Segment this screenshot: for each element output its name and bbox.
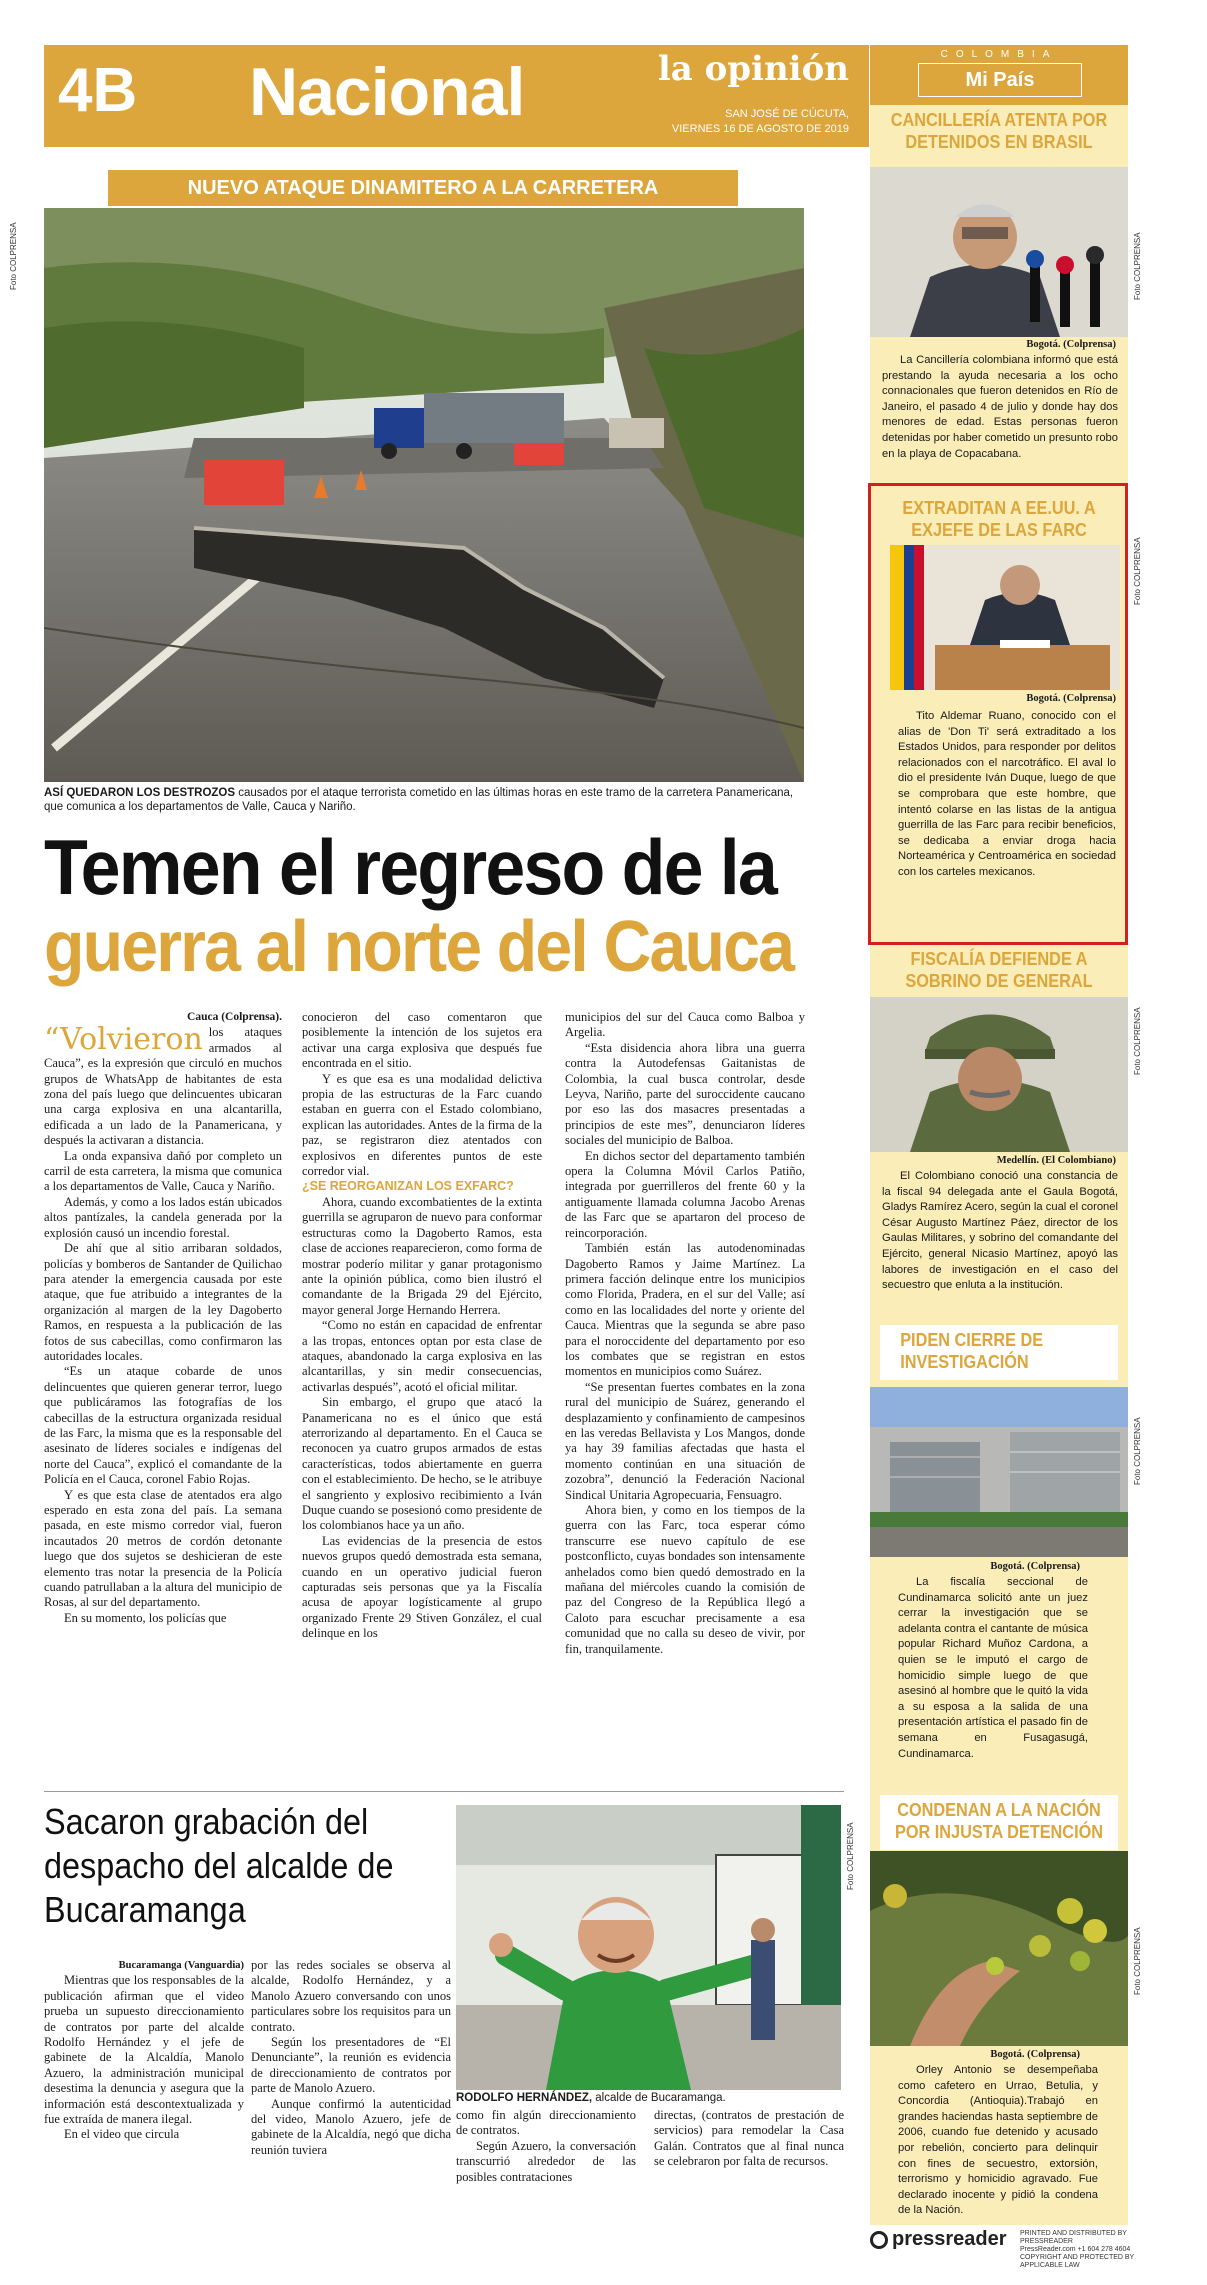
sidebar-item-location: Bogotá. (Colprensa) (990, 1561, 1080, 1572)
sidebar-item-location: Bogotá. (Colprensa) (1026, 693, 1116, 704)
photo-credit: Foto COLPRENSA (1133, 1417, 1142, 1485)
dateline-city: SAN JOSÉ DE CÚCUTA, (725, 108, 849, 120)
story2-column-2 (251, 1958, 451, 2158)
paragraph: Sin embargo, el grupo que atacó la Panamericana no es el único que está aterrorizando al departamento. En el Cauca se reconocen ya cuatro grupos armados de estas características, todos abiertamente en guerra con el establecimiento. De hecho, se le atribuye el sangriento y explosivo recibimiento a Iván Duque cuando se posesionó como presidente de los colombianos hace ya un año. (302, 1395, 542, 1533)
dateline-date: VIERNES 16 DE AGOSTO DE 2019 (671, 123, 849, 135)
sidebar-item-headline: PIDEN CIERRE DE INVESTIGACIÓN (900, 1329, 1044, 1372)
sidebar-photo-general (870, 997, 1128, 1152)
highlight-box (868, 483, 1128, 945)
sidebar-kicker: COLOMBIA (940, 49, 1058, 60)
paragraph: La onda expansiva dañó por completo un carril de esta carretera, la misma que comunica a los departamentos de Valle, Cauca y Nariño. (44, 1148, 282, 1194)
sidebar-mi-pais (870, 45, 1142, 2225)
photo-credit: Foto COLPRENSA (1133, 1927, 1142, 1995)
paragraph: directas, (contratos de prestación de servicios) para remodelar la Casa Galán. Contratos que al final nunca se celebraron por falta de recursos. (654, 2108, 844, 2169)
story2-column-1 (44, 1958, 244, 2143)
paragraph: como fin algún direccionamiento de contratos. (456, 2108, 636, 2138)
building-photo-illustration (870, 1387, 1128, 1557)
paragraph: “Es un ataque cobarde de unos delincuentes que quieren generar terror, luego que publicáramos las fotografías de los cabecillas de la estructura organizada residual de las Farc, la misma que es la responsable del asesinato de líderes sociales e indígenas del norte del Cauca”, explicó el comandante de la Policía en el Cauca, coronel Fabio Rojas. (44, 1364, 282, 1487)
main-story-column-1 (44, 1010, 282, 1626)
main-headline-line-1: Temen el regreso de la (44, 823, 776, 911)
paragraph: En el video que circula (64, 2127, 180, 2142)
paragraph: conocieron del caso comentaron que posiblemente la intención de los sujetos era activar una carga explosiva que después fue encontrada en el sitio. (302, 1010, 542, 1071)
caption-lead: RODOLFO HERNÁNDEZ, (456, 2092, 593, 2104)
pressreader-wordmark: pressreader (892, 2228, 1007, 2250)
main-story-kicker: NUEVO ATAQUE DINAMITERO A LA CARRETERA (108, 170, 738, 206)
sidebar-item-headline: FISCALÍA DEFIENDE A SOBRINO DE GENERAL (905, 948, 1093, 991)
main-headline-line-2: guerra al norte del Cauca (44, 907, 794, 987)
sidebar-item-body (898, 2063, 1098, 2219)
photo-credit: Foto COLPRENSA (1133, 232, 1142, 300)
story2-photo-caption (456, 2092, 841, 2104)
paragraph: Y es que esa es una modalidad delictiva propia de las estructuras de la Farc cuando estaban en guerra con el Estado colombiano, explican las autoridades. Antes de la firma de la paz, se registraron diez atentados con explosivos en diferentes puntos de este corredor vial. (302, 1071, 542, 1179)
sidebar-item-body (882, 353, 1118, 462)
paragraph: Ahora bien, y como en los tiempos de la guerra con las Farc, toca esperar cómo transcurre ese nuevo capítulo de ese postconflicto, cuyas bondades son intensamente anhelados como bien quedó demostrado en la mañana del miércoles cuando la comisión de paz del Congreso de la República llegó a Caloto para escuchar precisamente a esa comunidad que no calla su deseo de vivir, por fin, tranquilamente. (565, 1503, 805, 1656)
main-photo-highway-damage (44, 208, 804, 782)
pressreader-legal (1020, 2230, 1170, 2270)
sidebar-item-headline: CONDENAN A LA NACIÓN POR INJUSTA DETENCIÓN (894, 1799, 1104, 1842)
paragraph: En dichos sector del departamento también opera la Columna Móvil Carlos Patiño, integrada por guerrilleros del frente 60 y la antiguamente llamada columna Jacobo Arenas de las Farc que se apartaron del proceso de reincorporación. (565, 1148, 805, 1240)
sidebar-item-body (898, 1575, 1088, 1762)
sidebar-item-body (882, 1169, 1118, 1294)
paragraph: De ahí que al sitio arribaran soldados, policías y bomberos de Santander de Quilichao para atender la emergencia causada por este ataque, que fue atribuido a integrantes de la organización al margen de la ley Dagoberto Ramos, en respuesta a la publicación de las fotos de sus cabecillas, como confirmaron las autoridades locales. (44, 1241, 282, 1363)
section-title: Nacional (249, 54, 525, 130)
pressreader-icon (870, 2231, 888, 2249)
paragraph: por las redes sociales se observa al alcalde, Rodolfo Hernández, y a Manolo Azuero conversando con unos particulares sobre los requisitos para un contrato. (251, 1958, 451, 2034)
legal-line: COPYRIGHT AND PROTECTED BY APPLICABLE LAW (1020, 2254, 1135, 2269)
sidebar-photo-chancellor (870, 167, 1128, 337)
story2-column-3 (456, 2108, 636, 2185)
photo-credit: Foto COLPRENSA (1133, 1007, 1142, 1075)
paragraph: “Se presentan fuertes combates en la zona rural del municipio de Suárez, generando el desplazamiento y confinamiento de campesinos en las veredas Bellavista y Los Mangos, donde ya hay 39 familias afectadas que hasta el momento continúan en una situación de zozobra”, denunció la Federación Nacional Sindical Unitaria Agropecuaria, Fensuagro. (565, 1379, 805, 1502)
story2-headline: Sacaron grabación del despacho del alcalde de Bucaramanga (44, 1801, 394, 1930)
dropcap: “Volvieron (44, 1022, 203, 1058)
section-header (44, 45, 869, 147)
subhead: ¿SE REORGANIZAN LOS EXFARC? (302, 1179, 514, 1194)
sidebar-photo-building (870, 1387, 1128, 1557)
photo-credit: Foto COLPRENSA (9, 222, 18, 290)
paragraph: Aunque confirmó la autenticidad del video, Manolo Azuero, jefe de gabinete de la Alcaldía, negó que dicha reunión tuviera (251, 2096, 451, 2157)
masthead-logo: la opinión (657, 49, 849, 89)
sidebar-photo-coffee (870, 1851, 1128, 2046)
sidebar-item-location: Bogotá. (Colprensa) (1026, 339, 1116, 350)
legal-line: PRINTED AND DISTRIBUTED BY PRESSREADER (1020, 2230, 1127, 2245)
photo-credit: Foto COLPRENSA (1133, 537, 1142, 605)
paragraph: “Esta disidencia ahora libra una guerra contra la Autodefensas Gaitanistas de Colombia, la cual busca controlar, desde Leyva, Nariño, parte del suroccidente caucano por eso las dos masacres presentadas a principios de este mes”, denunciaron líderes sociales del municipio de Balboa. (565, 1040, 805, 1148)
sidebar-item-headline: CANCILLERÍA ATENTA POR DETENIDOS EN BRASIL (890, 109, 1108, 152)
paragraph: El Colombiano conoció una constancia de la fiscal 94 delegada ante el Gaula Bogotá, Gladys Ramírez Acero, según la cual el coronel César Augusto Martínez Páez, director de los Gaulas Militares, y sobrino del comandante del Ejército, general Nicasio Martínez, apoyó las labores de investigación en el caso del secuestro que enluta a la institución. (882, 1170, 1118, 1292)
main-photo-caption (44, 786, 804, 814)
byline: Bucaramanga (Vanguardia) (118, 1960, 244, 1971)
general-photo-illustration (870, 997, 1128, 1152)
story-divider (44, 1791, 844, 1792)
caption-text: causados por el ataque terrorista cometido en las últimas horas en este tramo de la carretera Panamericana, que comunica a los departamentos de Valle, Cauca y Nariño. (44, 787, 794, 813)
paragraph: Las evidencias de la presencia de estos nuevos grupos quedó demostrada esta semana, cuando en un operativo judicial fueron capturadas seis personas que ya la Fiscalía acusa de apoyar logísticamente al grupo organizado Frente 29 Stiven González, el cual delinque en los (302, 1533, 542, 1641)
paragraph: También están las autodenominadas Dagoberto Ramos y Jaime Martínez. La primera facción delinque entre los municipios como Florida, Pradera, en el sur del Valle; así como en las localidades del norte y oriente del Cauca. Mientras que la segunda se abre paso para el noroccidente del departamento por eso los combates que se registran en estos momentos en municipios como Suárez. (565, 1241, 805, 1379)
paragraph: Y es que esta clase de atentados era algo esperado en esta zona del país. La semana pasada, en este mismo corredor vial, fueron incautados 20 metros de cordón detonante luego que dos sujetos se deshicieran de este elemento tras notar la presencia de la Policía cuando patrullaban a la altura del municipio de Rosas, al sur del departamento. (44, 1487, 282, 1610)
byline: Cauca (Colprensa). (187, 1011, 282, 1023)
photo-credit: Foto COLPRENSA (846, 1822, 855, 1890)
dateline (672, 107, 849, 137)
sidebar-item-location: Medellín. (El Colombiano) (996, 1155, 1116, 1166)
legal-line: PressReader.com +1 604 278 4604 (1020, 2246, 1131, 2253)
main-story-column-3 (565, 1010, 805, 1657)
sidebar-item-location: Bogotá. (Colprensa) (990, 2049, 1080, 2060)
story2-column-4 (654, 2108, 844, 2170)
paragraph: Orley Antonio se desempeñaba como cafetero en Urrao, Betulia, y Concordia (Antioquia).Trabajó en grandes haciendas hasta septiembre de 2006, cuando fue detenido y acusado por rebelión, concierto para delinquir con fines de secuestro, extorsión, terrorismo y homicidio agravado. Fue declarado inocente y pidió la condena de la Nación. (898, 2064, 1098, 2217)
paragraph: Además, y como a los lados están ubicados altos pantízales, la candela generada por la explosión causó un incendio forestal. (44, 1194, 282, 1240)
paragraph: “Como no están en capacidad de enfrentar a las tropas, entonces optan por esta clase de ataques, abandonado la carga explosiva en las alcantarillas, y sin medir consecuencias, activarlas después”, acotó el oficial militar. (302, 1318, 542, 1394)
paragraph: En su momento, los policías que (64, 1610, 227, 1625)
paragraph: Según Azuero, la conversación transcurrió alrededor de las posibles contrataciones (456, 2138, 636, 2184)
paragraph: La Cancillería colombiana informó que está prestando la ayuda necesaria a los ocho connacionales que fueron detenidos en Río de Janeiro, el pasado 4 de julio y donde hay dos menores de edad. Estas personas fueron detenidas por haber cometido un presunto robo en la playa de Copacabana. (882, 354, 1118, 460)
paragraph: Ahora, cuando excombatientes de la extinta guerrilla se agruparon de nuevo para conformar estructuras como la Dagoberto Ramos, esta clase de acciones reaparecieron, como forma de mostrar poderío militar y ganar protagonismo ante la opinión pública, como bien ilustró el comandante de la Brigada 29 del Ejército, mayor general Jorge Hernando Herrera. (302, 1194, 542, 1317)
road-damage-illustration (44, 208, 804, 782)
paragraph: Según los presentadores de “El Denunciante”, la reunión es evidencia de direccionamiento de contratos por parte de Manolo Azuero. (251, 2035, 451, 2096)
mayor-photo-illustration (456, 1805, 841, 2090)
main-story-column-2 (302, 1010, 542, 1642)
paragraph: los ataques armados al Cauca”, es la expresión que circuló en muchos grupos de WhatsApp de habitantes de esta zona del país luego que delincuentes ubicaran una carga explosiva en una alcantarilla, edificada a un lado de la Panamericana, y después la activaran a distancia. (44, 1025, 282, 1148)
page-number: 4B (58, 56, 138, 125)
story2-photo-mayor (456, 1805, 841, 2090)
caption-lead: ASÍ QUEDARON LOS DESTROZOS (44, 787, 236, 799)
paragraph: municipios del sur del Cauca como Balboa y Argelia. (565, 1010, 805, 1040)
caption-text: alcalde de Bucaramanga. (592, 2092, 726, 2104)
paragraph: La fiscalía seccional de Cundinamarca solicitó ante un juez cerrar la investigación que se adelanta contra el cantante de música popular Richard Muñoz Cardona, a quien se le imputó el cargo de homicidio simple luego de que asesinó al hombre que le quitó la vida a su esposa a la salida de una presentación artística el pasado fin de semana en Fusagasugá, Cundinamarca. (898, 1576, 1088, 1760)
coffee-photo-illustration (870, 1851, 1128, 2046)
pressreader-footer (870, 2226, 1170, 2269)
sidebar-item-headline: EXTRADITAN A EE.UU. A EXJEFE DE LAS FARC (902, 497, 1096, 540)
pressreader-logo[interactable] (870, 2228, 1007, 2251)
paragraph: Mientras que los responsables de la publicación afirman que el video prueba un supuesto direccionamiento de contratos por parte del alcalde Rodolfo Hernández y el jefe de gabinete de la Alcaldía, Manolo Azuero, la administración municipal desestima la denuncia y asegura que la información está descontextualizada y fue extraída de manera ilegal. (44, 1973, 244, 2127)
chancellor-photo-illustration (870, 167, 1128, 337)
sidebar-title: Mi País (918, 63, 1082, 97)
sidebar-header (870, 45, 1128, 105)
paragraph: Tito Aldemar Ruano, conocido con el alias de 'Don Ti' será extraditado a los Estados Unidos, para responder por delitos relacionados con el narcotráfico. El aval lo dio el presidente Iván Duque, luego de que se comprobara que este hombre, que intentó colarse en las listas de la antigua guerrilla de las Farc para recibir beneficios, se dedicaba a enviar droga hacia Norteamérica y Centroamérica en sociedad con los carteles mexicanos. (898, 710, 1116, 878)
